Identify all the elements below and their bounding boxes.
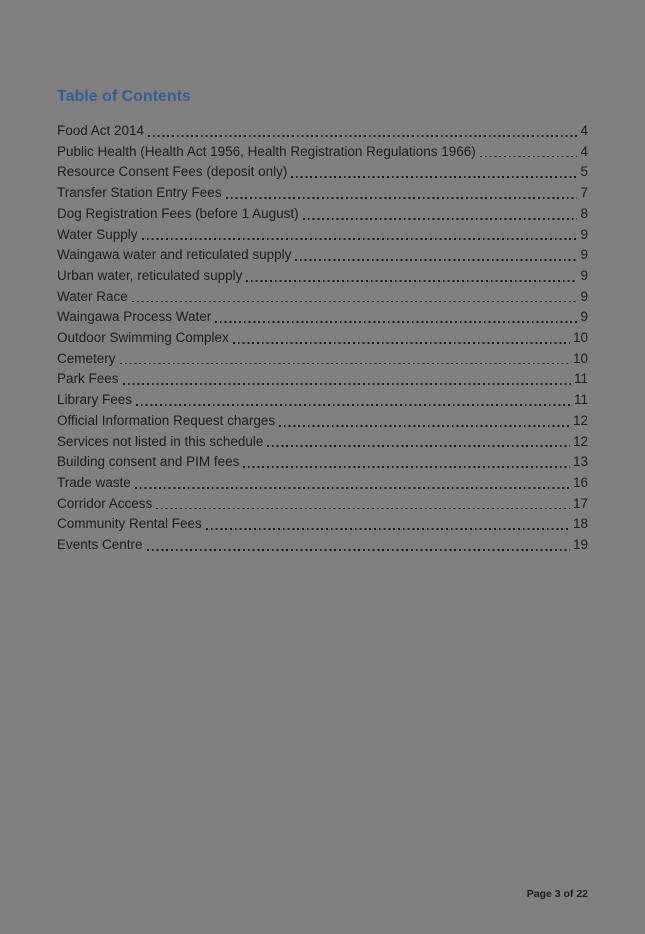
dot-leader — [135, 487, 570, 489]
toc-entry[interactable] — [57, 121, 588, 142]
toc-entry-label[interactable]: Water Supply — [57, 226, 138, 242]
toc-entry-page-number[interactable]: 13 — [572, 454, 588, 470]
toc-entry-page-number[interactable]: 12 — [572, 433, 588, 449]
toc-heading: Table of Contents — [57, 88, 191, 105]
toc-entry-label[interactable]: Waingawa Process Water — [57, 309, 212, 325]
toc-entry-page-number[interactable]: 9 — [580, 309, 588, 325]
toc-entry-page-number[interactable]: 9 — [580, 226, 588, 242]
toc-entry[interactable] — [57, 162, 588, 183]
toc-entry-page-number[interactable]: 10 — [572, 350, 588, 366]
toc-entry-label[interactable]: Outdoor Swimming Complex — [57, 330, 229, 346]
dot-leader — [142, 238, 578, 240]
toc-entry-page-number[interactable]: 10 — [572, 330, 588, 346]
toc-entry-label[interactable]: Corridor Access — [57, 495, 153, 511]
toc-entry[interactable] — [57, 390, 588, 411]
toc-entry[interactable] — [57, 349, 588, 370]
toc-entry-page-number[interactable]: 5 — [580, 164, 588, 180]
page-number-footer: Page 3 of 22 — [526, 888, 588, 900]
dot-leader — [303, 218, 578, 220]
toc-entry-label[interactable]: Trade waste — [57, 474, 131, 490]
toc-entry[interactable] — [57, 183, 588, 204]
toc-entry-page-number[interactable]: 11 — [573, 392, 588, 408]
dot-leader — [148, 135, 577, 137]
dot-leader — [156, 508, 570, 510]
toc-entry-label[interactable]: Services not listed in this schedule — [57, 433, 264, 449]
dot-leader — [123, 383, 571, 385]
toc-entry-page-number[interactable]: 7 — [580, 185, 588, 201]
toc-entry[interactable] — [57, 473, 588, 494]
toc-entry-label[interactable]: Park Fees — [57, 371, 119, 387]
toc-entry-page-number[interactable]: 9 — [580, 247, 588, 263]
toc-entry-page-number[interactable]: 8 — [580, 205, 588, 221]
toc-entry[interactable] — [57, 494, 588, 515]
toc-entry[interactable] — [57, 204, 588, 225]
toc-entry-page-number[interactable]: 4 — [580, 123, 588, 138]
dot-leader — [480, 156, 578, 158]
toc-entry-label[interactable]: Urban water, reticulated supply — [57, 267, 243, 283]
toc-entry-label[interactable]: Water Race — [57, 288, 128, 304]
toc-entry-label[interactable]: Building consent and PIM fees — [57, 454, 240, 470]
dot-leader — [215, 321, 577, 323]
toc-entry-page-number[interactable]: 4 — [580, 143, 588, 159]
toc-entry[interactable] — [57, 225, 588, 246]
toc-entry-page-number[interactable]: 12 — [572, 412, 588, 428]
dot-leader — [291, 176, 577, 178]
toc-entry[interactable] — [57, 287, 588, 308]
toc-entry-label[interactable]: Transfer Station Entry Fees — [57, 185, 222, 201]
dot-leader — [295, 259, 577, 261]
toc-list — [57, 121, 588, 556]
toc-entry-page-number[interactable]: 16 — [572, 474, 588, 490]
toc-entry-label[interactable]: Official Information Request charges — [57, 412, 276, 428]
toc-entry[interactable] — [57, 452, 588, 473]
toc-entry-label[interactable]: Food Act 2014 — [57, 123, 145, 138]
toc-entry[interactable] — [57, 245, 588, 266]
toc-entry[interactable] — [57, 142, 588, 163]
toc-entry-label[interactable]: Waingawa water and reticulated supply — [57, 247, 292, 263]
toc-entry[interactable] — [57, 514, 588, 535]
dot-leader — [243, 466, 570, 468]
toc-entry-label[interactable]: Events Centre — [57, 537, 143, 553]
dot-leader — [147, 549, 570, 551]
toc-entry[interactable] — [57, 432, 588, 453]
toc-entry[interactable] — [57, 307, 588, 328]
dot-leader — [226, 197, 578, 199]
dot-leader — [279, 425, 570, 427]
toc-entry-page-number[interactable]: 9 — [580, 267, 588, 283]
dot-leader — [246, 280, 577, 282]
dot-leader — [233, 342, 570, 344]
toc-entry[interactable] — [57, 266, 588, 287]
toc-entry-page-number[interactable]: 19 — [572, 537, 588, 553]
dot-leader — [120, 363, 570, 365]
toc-entry-label[interactable]: Resource Consent Fees (deposit only) — [57, 164, 288, 180]
dot-leader — [136, 404, 571, 406]
toc-entry[interactable] — [57, 328, 588, 349]
toc-entry-page-number[interactable]: 11 — [573, 371, 588, 387]
toc-entry-label[interactable]: Cemetery — [57, 350, 116, 366]
toc-entry[interactable] — [57, 411, 588, 432]
toc-entry-label[interactable]: Community Rental Fees — [57, 516, 202, 532]
toc-entry-page-number[interactable]: 17 — [572, 495, 588, 511]
toc-entry-page-number[interactable]: 18 — [572, 516, 588, 532]
toc-entry[interactable] — [57, 535, 588, 556]
toc-entry-page-number[interactable]: 9 — [580, 288, 588, 304]
dot-leader — [132, 301, 578, 303]
toc-entry-label[interactable]: Public Health (Health Act 1956, Health Registration Regulations 1966) — [57, 143, 476, 159]
toc-entry[interactable] — [57, 369, 588, 390]
dot-leader — [206, 528, 570, 530]
toc-entry-label[interactable]: Dog Registration Fees (before 1 August) — [57, 205, 299, 221]
dot-leader — [267, 445, 570, 447]
toc-entry-label[interactable]: Library Fees — [57, 392, 133, 408]
